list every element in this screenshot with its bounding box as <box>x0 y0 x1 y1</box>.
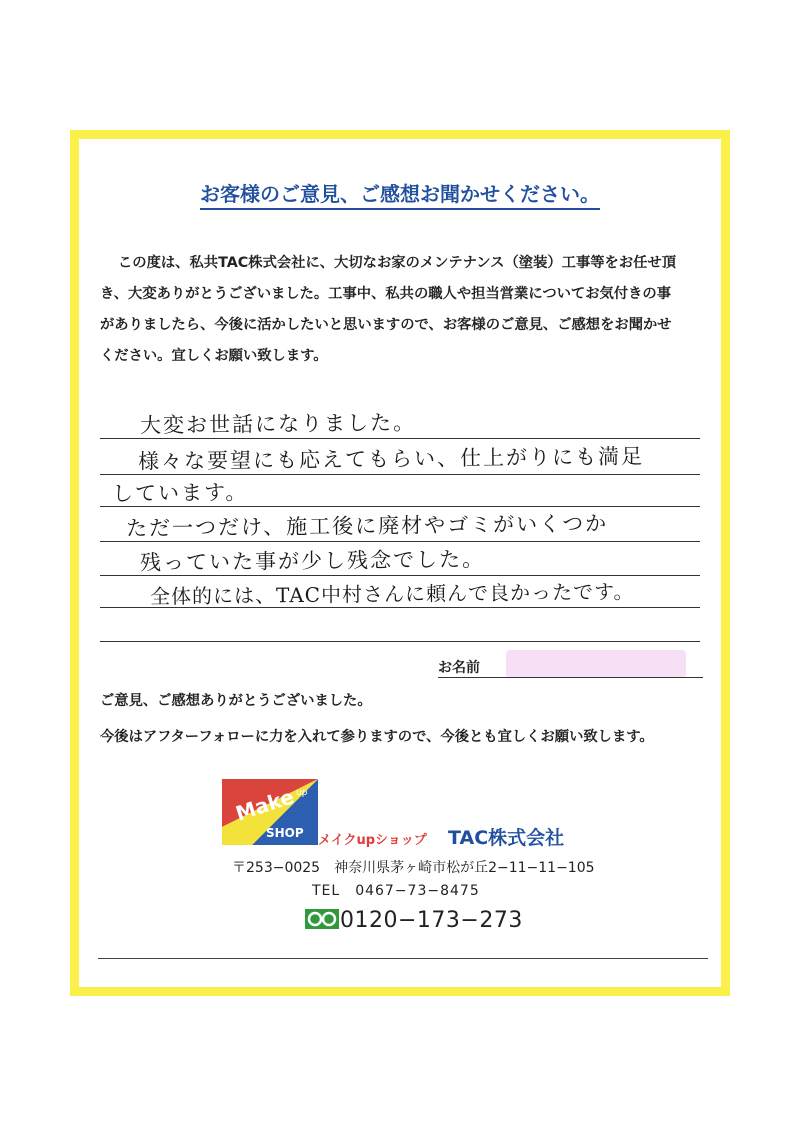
page-title <box>0 178 800 207</box>
logo-up-text: up <box>296 788 308 798</box>
telephone: TEL 0467−73−8475 <box>312 883 480 899</box>
title-text: お客様のご意見、ご感想お聞かせください。 <box>200 182 600 210</box>
name-label: お名前 <box>438 660 480 676</box>
name-underline <box>438 677 703 678</box>
bottom-divider <box>98 958 708 959</box>
redacted-name <box>506 650 686 678</box>
freedial-number: 0120−173−273 <box>340 908 523 933</box>
ruled-line <box>100 641 700 642</box>
intro-paragraph <box>100 248 710 372</box>
logo-shop-text: SHOP <box>266 826 304 840</box>
company-name: TAC株式会社 <box>448 827 565 849</box>
intro-line: き、大変ありがとうございました。工事中、私共の職人や担当営業についてお気付きの事 <box>100 286 672 302</box>
freedial-icon <box>305 909 339 929</box>
intro-line: この度は、私共TAC株式会社に、大切なお家のメンテナンス（塗装）工事等をお任せ頂 <box>118 255 677 271</box>
logo-make-text: Make <box>232 784 297 826</box>
handwritten-comment: 大変お世話になりました。 <box>139 410 417 438</box>
closing-line: ご意見、ご感想ありがとうございました。 <box>100 693 372 709</box>
handwritten-comment: 全体的には、TAC中村さんに頼んで良かったです。 <box>149 579 635 609</box>
intro-line: がありましたら、今後に活かしたいと思いますので、お客様のご意見、ご感想をお聞かせ <box>100 317 672 333</box>
handwritten-comment: 様々な要望にも応えてもらい、仕上がりにも満足 <box>137 444 645 474</box>
handwritten-comment: ただ一つだけ、施工後に廃材やゴミがいくつか <box>125 511 609 541</box>
handwritten-comment: 残っていた事が少し残念でした。 <box>139 547 486 575</box>
makeup-shop-logo <box>222 779 318 845</box>
address: 〒253−0025 神奈川県茅ヶ崎市松が丘2−11−11−105 <box>232 860 595 876</box>
handwritten-comment: しています。 <box>111 480 249 506</box>
closing-line: 今後はアフターフォローに力を入れて参りますので、今後とも宜しくお願い致します。 <box>100 729 654 745</box>
intro-line: ください。宜しくお願い致します。 <box>100 348 328 364</box>
shop-name: メイクupショップ <box>318 833 427 848</box>
